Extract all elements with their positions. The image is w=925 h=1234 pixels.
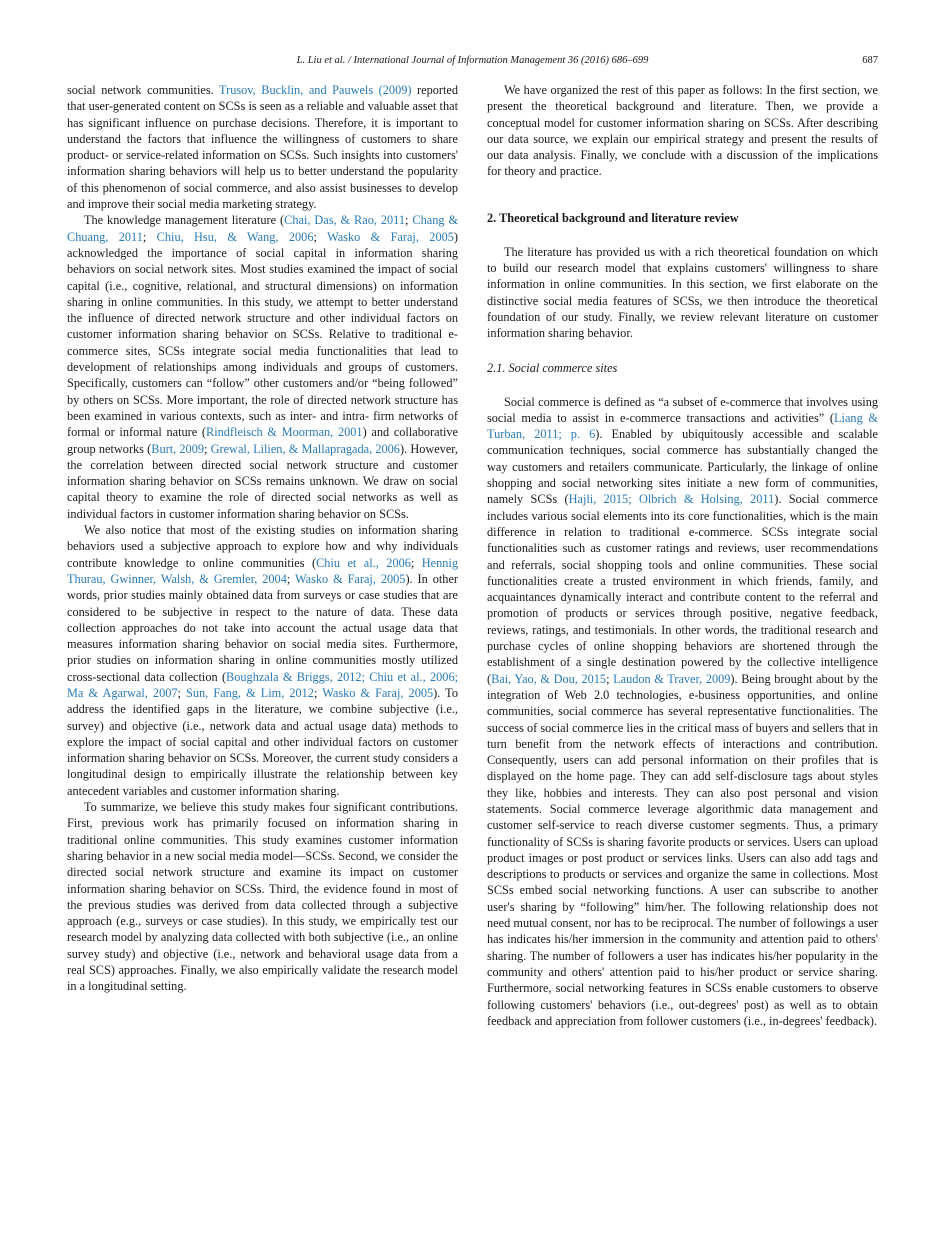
citation-link[interactable]: Grewal, Lilien, & Mallapragada, 2006 xyxy=(210,441,400,456)
citation-link[interactable]: Chiu et al., 2006 xyxy=(316,555,411,570)
citation-link[interactable]: Laudon & Traver, 2009 xyxy=(613,671,731,686)
paragraph-contributions: To summarize, we believe this study makes four significant contributions. First, previous work has primarily focused on information sharing in traditional online communities. This study examines customer information sharing behavior in a new social media model—SCSs. Second, we consider the directed social network structure and examine its impact on customer information sharing behavior on SCSs. Third, the evidence found in most of the previous studies was derived from data collected through a subjective approach (e.g., surveys or case studies). In this study, we empirically test our research model by analyzing data collected with both subjective (i.e., an online survey study) and objective (i.e., network and behavioral usage data from a real SCS) approaches. Finally, we also empirically validate the research model in a longitudinal setting. xyxy=(67,800,458,994)
paragraph-intro-continued: social network communities. Trusov, Bucklin, and Pauwels (2009) reported that user-generated content on SCSs is seen as a reliable and valuable asset that has significant influence on purchase decisions. Therefore, it is important to understand the factors that influence the willingness of customers to share product- or service-related information on SCSs. Such insights into customers' information sharing behaviors will help us to better understand the popularity of this phenomenon of social commerce, and also assist businesses to develop and improve their social media marketing strategy. xyxy=(67,83,458,212)
citation-link[interactable]: Hennig Thurau, Gwinner, Walsh, & Gremler, 2004 xyxy=(67,555,458,586)
citation-link[interactable]: Chiu, Hsu, & Wang, 2006 xyxy=(156,229,314,244)
paragraph-existing-studies: We also notice that most of the existing studies on information sharing behaviors used a subjective approach to explore how and why individuals contribute knowledge to online communities (Chiu et al., 2006; Hennig Thurau, Gwinner, Walsh, & Gremler, 2004; Wasko & Faraj, 2005). In other words, prior studies mainly obtained data from surveys or case studies that are considered to be subjective in respect to the nature of data. These data collection approaches do not take into account the actual usage data that measures information sharing behavior on social media sites. Furthermore, prior studies on information sharing in online communities mostly utilized cross-sectional data collection (Boughzala & Briggs, 2012; Chiu et al., 2006; Ma & Agarwal, 2007; Sun, Fang, & Lim, 2012; Wasko & Faraj, 2005). To address the identified gaps in the literature, we combine subjective (i.e., survey) and objective (i.e., network data and actual usage data) methods to explore the impact of social capital and other individual factors on customer information sharing behavior on SCSs. Moreover, the current study considers a longitudinal design to empirically illustrate the relationship between key antecedent variables and customer information sharing. xyxy=(67,523,459,798)
citation-link[interactable]: Wasko & Faraj, 2005 xyxy=(327,229,454,244)
paragraph-literature-overview: The literature has provided us with a rich theoretical foundation on which to build our research model that explains customers' willingness to share information in online communities. In this section, we first elaborate on the distinctive social media features of SCSs, we then introduce the theoretical foundation of our study. Finally, we review relevant literature on customer information sharing behavior. xyxy=(487,244,878,341)
citation-link[interactable]: Chang & Chuang, 2011 xyxy=(67,213,459,244)
running-title: L. Liu et al. / International Journal of Information Management 36 (2016) 686–699 xyxy=(296,55,649,66)
citation-link[interactable]: Liang & Turban, 2011; p. 6 xyxy=(487,410,878,442)
running-header xyxy=(67,55,878,66)
citation-link[interactable]: Wasko & Faraj, 2005 xyxy=(322,685,434,700)
subsection-heading: 2.1. Social commerce sites xyxy=(487,360,618,375)
citation-link[interactable]: Boughzala & Briggs, 2012; Chiu et al., 2006; Ma & Agarwal, 2007 xyxy=(67,669,459,700)
paragraph-social-commerce: Social commerce is defined as “a subset of e-commerce that involves using social media to assist in e-commerce transactions and activities” (Liang & Turban, 2011; p. 6). Enabled by ubiquitously accessible and scalable communication techniques, social commerce has substantially changed the way customers and retailers communicate. Particularly, the linkage of online shopping and social networking sites initiate a new form of communities, namely SCSs (Hajli, 2015; Olbrich & Holsing, 2011). Social commerce includes various social elements into its core functionalities, which is the main difference in relation to traditional e-commerce. SCSs integrate social functionalities such as customer ratings and reviews, user recommendations and referrals, social shopping tools and online communities. These social functionalities create a trusted environment in which friends, family, and acquaintances dynamically interact and contribute content to the referral and promotion of products or services through positive, negative feedback, reviews, ratings, and testimonials. In other words, the traditional research and purchase cycles of online shopping behaviors are shortened through the establishment of a single destination powered by the collective intelligence (Bai, Yao, & Dou, 2015; Laudon & Traver, 2009). Being brought about by the integration of Web 2.0 technologies, e-business opportunities, and online communities, social commerce has several representative functionalities. The success of social commerce lies in the critical mass of buyers and sellers that in turn benefit from the network effects of interactions and contribution. Consequently, users can add personal information on their profiles that is displayed on the home page. They can add self-disclosure tags about styles they like, hobbies and interests. They can also post personal and vision statements. Social commerce leverage algorithmic data management and customer self-service to reach diverse customer segments. Thus, a primary functionality of SCSs is sharing favorite products or services. Users can upload product images or post product or services links. Users can also add tags and descriptions to products or services and organize the same in collections. Most SCSs embed social networking functions. A user can subscribe to another user's sharing by “following” him/her. The following relationship does not need mutual consent, nor has to be reciprocal. The number of followings a user has indicates his/her immersion in the community and attention paid to others' sharing. The number of followers a user has indicates his/her popularity in the community and others' attention paid to his/her product or service sharing. Furthermore, social networking features in SCSs enable customers to observe following customers' behaviors (i.e., out-degrees' post) as well as to obtain feedback and appreciation from follower customers (i.e., in-degrees' feedback). xyxy=(487,394,879,1028)
paragraph-organization: We have organized the rest of this paper as follows: In the first section, we present the theoretical background and literature. Then, we provide a conceptual model for customer information sharing on SCSs. After describing our data source, we explain our empirical strategy and present the results of our data analysis. Finally, we conclude with a discussion of the implications for theory and practice. xyxy=(487,83,878,179)
citation-link[interactable]: Rindfleisch & Moorman, 2001 xyxy=(206,425,363,440)
citation-link[interactable]: Chai, Das, & Rao, 2011 xyxy=(284,213,406,228)
right-column xyxy=(487,82,878,1029)
left-column xyxy=(67,82,458,995)
citation-link[interactable]: Trusov, Bucklin, and Pauwels (2009) xyxy=(219,83,412,97)
citation-link[interactable]: Bai, Yao, & Dou, 2015 xyxy=(491,671,607,686)
paragraph-knowledge-management: The knowledge management literature (Chai, Das, & Rao, 2011; Chang & Chuang, 2011; Chiu, Hsu, & Wang, 2006; Wasko & Faraj, 2005) acknowledged the importance of social capital in information sharing behaviors on social network sites. Most studies examined the impact of social capital (i.e., cognitive, relational, and structural dimensions) on information sharing in online communities. In this study, we attempt to better understand the influence of directed network structure and other individual factors on customer information sharing behavior on SCSs. Relative to traditional e-commerce sites, SCSs integrate social media functionalities that lead to development of relationships among individuals and groups of customers. Specifically, customers can “follow” other customers and/or “being followed” by others on SCSs. More important, the role of directed network structure has been examined in various contexts, such as inter- and intra- firm networks of formal or informal nature (Rindfleisch & Moorman, 2001) and collaborative group networks (Burt, 2009; Grewal, Lilien, & Mallapragada, 2006). However, the correlation between directed social network structure and customer information sharing behavior on SCSs remains unknown. We draw on social capital theory to examine the role of directed social networks as well as individual factors in customer information sharing behavior on SCSs. xyxy=(67,213,459,521)
citation-link[interactable]: Hajli, 2015; Olbrich & Holsing, 2011 xyxy=(568,492,775,507)
page-number: 687 xyxy=(862,55,878,66)
section-heading: 2. Theoretical background and literature review xyxy=(487,210,739,225)
citation-link[interactable]: Burt, 2009 xyxy=(151,441,204,456)
citation-link[interactable]: Sun, Fang, & Lim, 2012 xyxy=(186,685,314,700)
citation-link[interactable]: Wasko & Faraj, 2005 xyxy=(294,571,406,586)
